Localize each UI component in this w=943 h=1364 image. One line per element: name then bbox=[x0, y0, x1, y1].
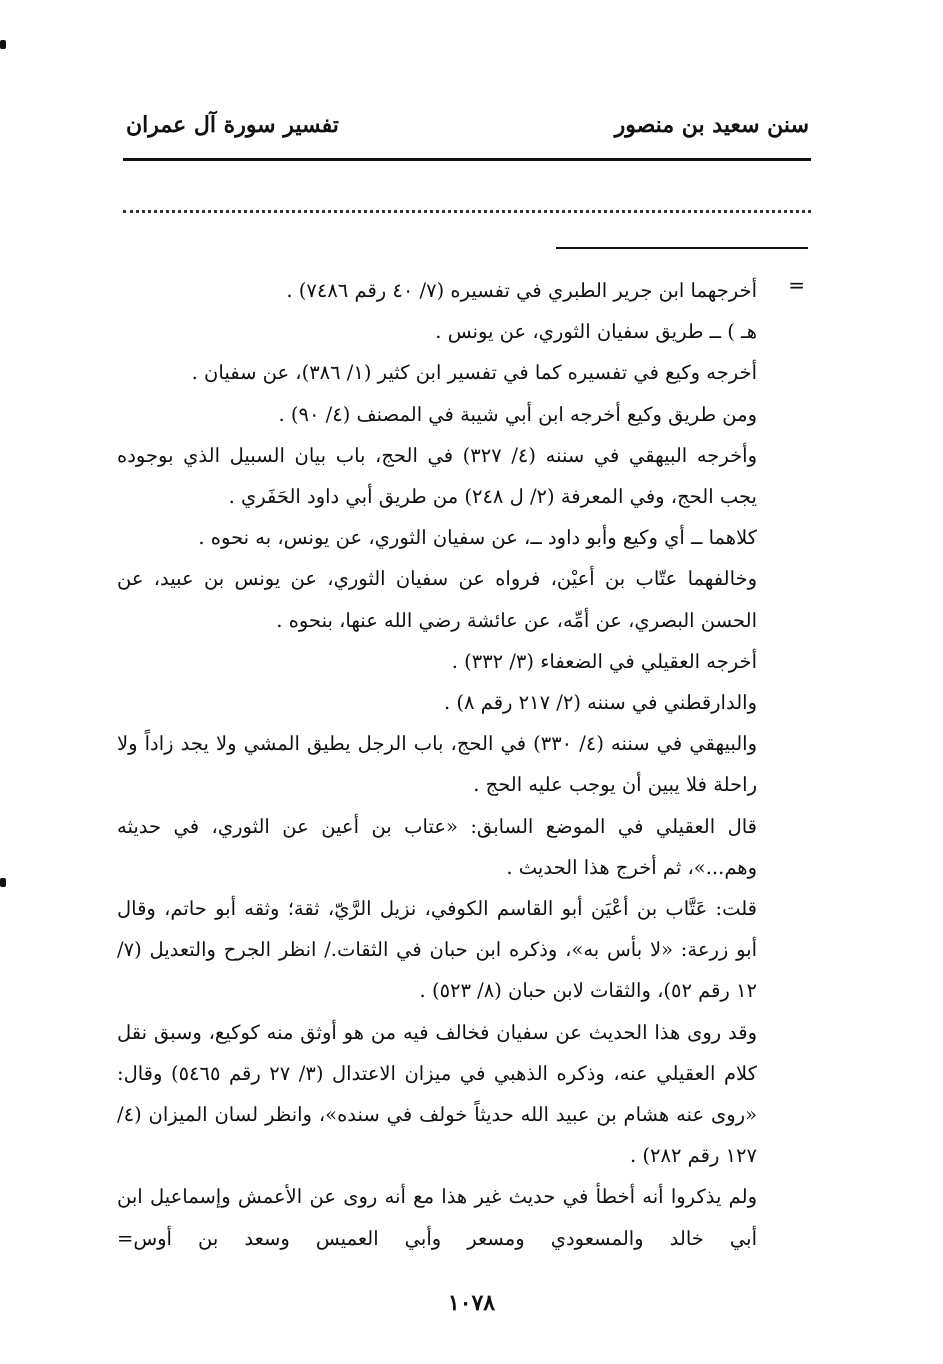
footnote-rule bbox=[556, 247, 808, 249]
paragraph: وخالفهما عتّاب بن أعيْن، فرواه عن سفيان الثوري، عن يونس بن عبيد، عن الحسن البصري، عن أمِّه، عن عائشة رضي الله عنها، بنحوه . bbox=[117, 567, 757, 632]
running-header-section-title: تفسير سورة آل عمران bbox=[126, 112, 339, 138]
paragraph: أخرجهما ابن جرير الطبري في تفسيره (٧/ ٤٠ رقم ٧٤٨٦) . bbox=[286, 279, 757, 302]
paragraph: ومن طريق وكيع أخرجه ابن أبي شيبة في المصنف (٤/ ٩٠) . bbox=[278, 402, 757, 426]
paragraph: قلت: عَتَّاب بن أعْيَن أبو القاسم الكوفي، نزيل الرَّيّ، ثقة؛ وثقه أبو حاتم، وقال أبو زرعة: «لا بأس به»، وذكره ابن حبان في الثقات./ انظر الجرح والتعديل (٧/ ١٢ رقم ٥٢)، والثقات لابن حبان (٨/ ٥٢٣) . bbox=[117, 897, 757, 1003]
paragraph: هـ ) ــ طريق سفيان الثوري، عن يونس . bbox=[435, 320, 757, 344]
header-rule bbox=[123, 158, 811, 161]
paragraph: والدارقطني في سننه (٢/ ٢١٧ رقم ٨) . bbox=[444, 691, 757, 715]
paragraph: والبيهقي في سننه (٤/ ٣٣٠) في الحج، باب الرجل يطيق المشي ولا يجد زاداً ولا راحلة فلا يبين أن يوجب عليه الحج . bbox=[117, 732, 757, 797]
paragraph: وقد روى هذا الحديث عن سفيان فخالف فيه من هو أوثق منه كوكيع، وسبق نقل كلام العقيلي عنه، وذكره الذهبي في ميزان الاعتدال (٣/ ٢٧ رقم ٥٤٦٥) وقال: «روى عنه هشام بن عبيد الله حديثاً خولف في سنده»، وانظر لسان الميزان (٤/ ١٢٧ رقم ٢٨٢) . bbox=[117, 1020, 757, 1168]
page-number: ١٠٧٨ bbox=[447, 1290, 496, 1316]
binding-dot bbox=[0, 40, 6, 49]
paragraph: كلاهما ــ أي وكيع وأبو داود ــ، عن سفيان الثوري، عن يونس، به نحوه . bbox=[198, 526, 757, 550]
dotted-separator bbox=[123, 210, 811, 213]
paragraph: أخرجه العقيلي في الضعفاء (٣/ ٣٣٢) . bbox=[451, 649, 757, 673]
binding-dot bbox=[0, 878, 6, 887]
continuation-mark: = bbox=[788, 273, 805, 297]
footnote-body bbox=[117, 270, 757, 1259]
paragraph: قال العقيلي في الموضع السابق: «عتاب بن أعين عن الثوري، في حديثه وهم...»، ثم أخرج هذا الحديث . bbox=[117, 814, 757, 879]
running-header-book-title: سنن سعيد بن منصور bbox=[614, 112, 809, 138]
paragraph: أخرجه وكيع في تفسيره كما في تفسير ابن كثير (١/ ٣٨٦)، عن سفيان . bbox=[191, 361, 757, 385]
paragraph: ولم يذكروا أنه أخطأ في حديث غير هذا مع أنه روى عن الأعمش وإسماعيل ابن أبي خالد والمسعودي ومسعر وأبي العميس وسعد بن أوس= bbox=[117, 1185, 757, 1250]
paragraph: وأخرجه البيهقي في سننه (٤/ ٣٢٧) في الحج، باب بيان السبيل الذي بوجوده يجب الحج، وفي المعرفة (٢/ ل ٢٤٨) من طريق أبي داود الحَفَري . bbox=[117, 443, 757, 509]
